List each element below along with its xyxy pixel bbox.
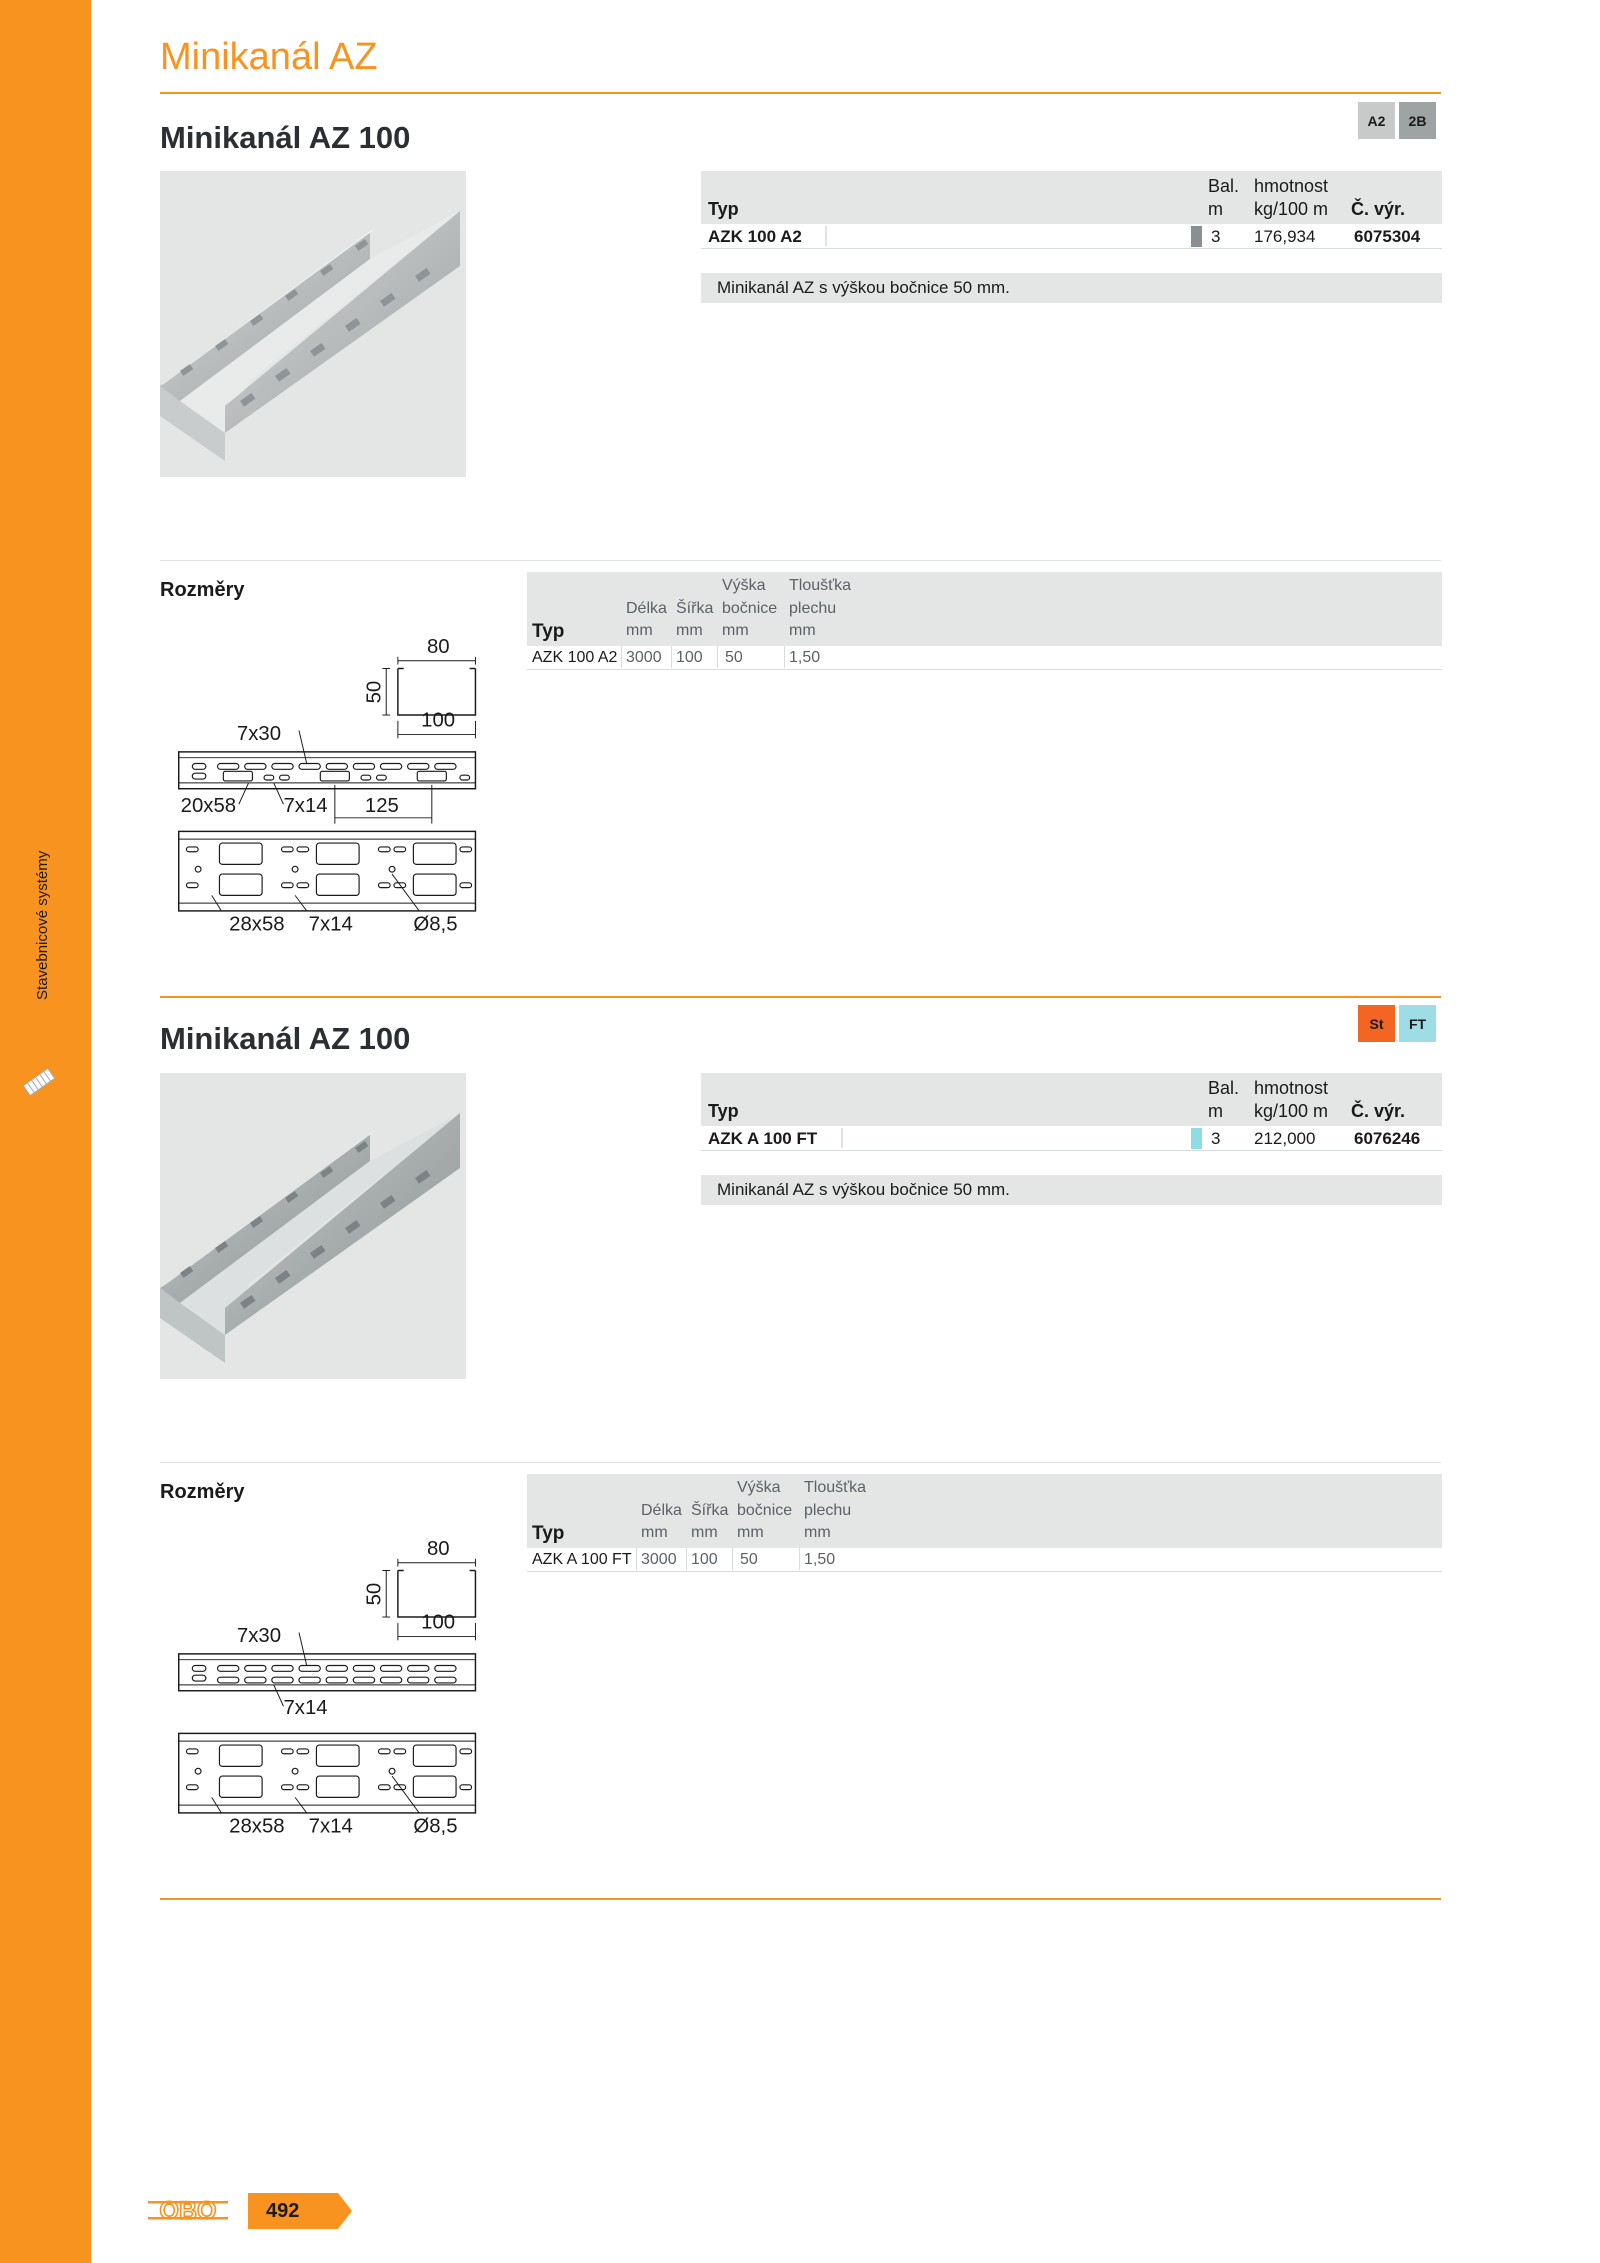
dcol-tloustka-2: plechu: [789, 600, 837, 617]
dim-7x14-side: 7x14: [283, 1697, 328, 1719]
dimension-drawing: [160, 620, 500, 940]
dim-100: 100: [421, 1611, 456, 1634]
dimensions-label: Rozměry: [160, 579, 245, 601]
dcol-sirka: Šířka: [691, 1502, 729, 1519]
dcol-typ: Typ: [532, 1523, 565, 1544]
dimension-drawing: [160, 1522, 500, 1842]
col-bal-unit: m: [1208, 199, 1223, 219]
section-title: Minikanál AZ 100: [160, 1021, 411, 1056]
dcol-sirka-unit: mm: [691, 1524, 718, 1541]
sidebar-chapter-icon: [22, 1060, 56, 1104]
section-title: Minikanál AZ 100: [160, 120, 411, 155]
dim-d8-5: Ø8,5: [413, 1815, 458, 1838]
material-badge-a2: A2: [1358, 102, 1395, 139]
dim-28x58: 28x58: [229, 1815, 285, 1838]
col-bal: Bal.: [1208, 176, 1240, 196]
dim-80: 80: [426, 1537, 450, 1560]
dcol-delka: Délka: [641, 1502, 682, 1519]
dim-125: 125: [364, 795, 399, 817]
dcol-delka-unit: mm: [641, 1524, 668, 1541]
col-hmotnost: hmotnost: [1254, 176, 1329, 196]
dcol-delka-unit: mm: [626, 622, 653, 639]
col-typ: Typ: [708, 199, 739, 219]
description-text: Minikanál AZ s výškou bočnice 50 mm.: [717, 1180, 1010, 1199]
page-title: Minikanál AZ: [160, 36, 378, 78]
cable-tray-image: [160, 171, 466, 477]
dim-28x58: 28x58: [229, 913, 285, 936]
row-typ: AZK 100 A2: [708, 227, 802, 246]
row-hmotnost: 176,934: [1254, 227, 1316, 246]
product-photo: [160, 1073, 466, 1379]
cell-separator: [732, 1548, 733, 1570]
dimensions-table: [527, 1474, 1442, 1572]
cell-separator: [784, 646, 785, 668]
product-table: [701, 1073, 1442, 1151]
dcol-vyska-2: bočnice: [722, 600, 778, 617]
sidebar: [0, 0, 91, 2263]
dim-7x30: 7x30: [236, 1625, 282, 1648]
col-bal-unit: m: [1208, 1101, 1223, 1121]
row-spacer: [841, 1128, 1187, 1148]
drow-delka: 3000: [626, 649, 662, 666]
dim-20x58: 20x58: [180, 795, 237, 817]
col-cislo-vyrobku: Č. výr.: [1351, 1101, 1406, 1121]
product-description: [701, 273, 1442, 303]
dim-7x14-bottom: 7x14: [308, 913, 353, 936]
dim-50: 50: [363, 680, 386, 704]
drow-tloustka: 1,50: [789, 649, 821, 666]
drow-typ: AZK 100 A2: [532, 649, 618, 666]
dimensions-table-header: [527, 1474, 1442, 1548]
drow-vyska: 50: [725, 649, 743, 666]
col-typ: Typ: [708, 1101, 739, 1121]
cell-separator: [636, 1548, 637, 1570]
product-table: [701, 171, 1442, 249]
dcol-sirka: Šířka: [676, 600, 714, 617]
page-number-tag: [248, 2193, 352, 2229]
col-cislo-vyrobku: Č. výr.: [1351, 199, 1406, 219]
title-divider: [160, 92, 1441, 94]
row-typ: AZK A 100 FT: [708, 1129, 818, 1148]
dimensions-table: [527, 572, 1442, 670]
material-marker: [1191, 1128, 1202, 1149]
dcol-tloustka: Tloušťka: [789, 577, 852, 594]
dim-7x14-bottom: 7x14: [308, 1815, 353, 1838]
row-cislo-vyrobku: 6076246: [1354, 1129, 1421, 1148]
dimensions-table-header: [527, 572, 1442, 646]
dim-80: 80: [426, 635, 450, 658]
sidebar-label: Stavebnicové systémy: [34, 850, 51, 1000]
cell-separator: [671, 646, 672, 668]
dcol-tloustka-unit: mm: [789, 622, 816, 639]
dcol-vyska: Výška: [722, 577, 766, 594]
dcol-vyska-2: bočnice: [737, 1502, 793, 1519]
row-cislo-vyrobku: 6075304: [1354, 227, 1421, 246]
product-description: [701, 1175, 1442, 1205]
product-photo: [160, 171, 466, 477]
row-spacer: [825, 226, 1187, 246]
cable-tray-image: [160, 1073, 466, 1379]
description-text: Minikanál AZ s výškou bočnice 50 mm.: [717, 278, 1010, 297]
col-hmotnost: hmotnost: [1254, 1078, 1329, 1098]
drow-typ: AZK A 100 FT: [532, 1551, 632, 1568]
dcol-sirka-unit: mm: [676, 622, 703, 639]
bottom-divider: [160, 1898, 1441, 1900]
col-hmotnost-unit: kg/100 m: [1254, 1101, 1329, 1121]
drow-delka: 3000: [641, 1551, 677, 1568]
row-bal: 3: [1211, 1129, 1221, 1148]
dimensions-label: Rozměry: [160, 1481, 245, 1503]
dcol-typ: Typ: [532, 621, 565, 642]
obo-logo: [148, 2193, 228, 2227]
dim-7x14-side: 7x14: [283, 795, 328, 817]
drow-sirka: 100: [676, 649, 703, 666]
dimensions-row: [527, 1548, 1442, 1572]
product-row: [701, 224, 1442, 249]
finish-badge-2b: 2B: [1399, 102, 1436, 139]
dcol-vyska-unit: mm: [722, 622, 749, 639]
cell-separator: [799, 1548, 800, 1570]
page-number: 492: [266, 2200, 300, 2222]
dcol-tloustka-unit: mm: [804, 1524, 831, 1541]
section-divider: [160, 560, 1441, 561]
row-hmotnost: 212,000: [1254, 1129, 1316, 1148]
finish-badge-ft: FT: [1399, 1005, 1436, 1042]
dim-d8-5: Ø8,5: [413, 913, 458, 936]
dim-50: 50: [363, 1582, 386, 1606]
col-hmotnost-unit: kg/100 m: [1254, 199, 1329, 219]
drow-vyska: 50: [740, 1551, 758, 1568]
dim-7x30: 7x30: [236, 723, 282, 746]
cell-separator: [686, 1548, 687, 1570]
drow-sirka: 100: [691, 1551, 718, 1568]
dcol-vyska-unit: mm: [737, 1524, 764, 1541]
dcol-vyska: Výška: [737, 1479, 781, 1496]
section-divider-orange: [160, 996, 1441, 998]
drow-tloustka: 1,50: [804, 1551, 836, 1568]
obo-logo-text: OBO: [159, 2197, 217, 2225]
dimensions-row: [527, 646, 1442, 670]
section-divider: [160, 1462, 1441, 1463]
dim-100: 100: [421, 709, 456, 732]
product-table-header: [701, 171, 1442, 224]
material-badge-st: St: [1358, 1005, 1395, 1042]
cell-separator: [621, 646, 622, 668]
cell-separator: [717, 646, 718, 668]
product-row: [701, 1126, 1442, 1151]
dcol-tloustka-2: plechu: [804, 1502, 852, 1519]
dcol-tloustka: Tloušťka: [804, 1479, 867, 1496]
product-table-header: [701, 1073, 1442, 1126]
row-bal: 3: [1211, 227, 1221, 246]
dcol-delka: Délka: [626, 600, 667, 617]
col-bal: Bal.: [1208, 1078, 1240, 1098]
material-marker: [1191, 226, 1202, 247]
